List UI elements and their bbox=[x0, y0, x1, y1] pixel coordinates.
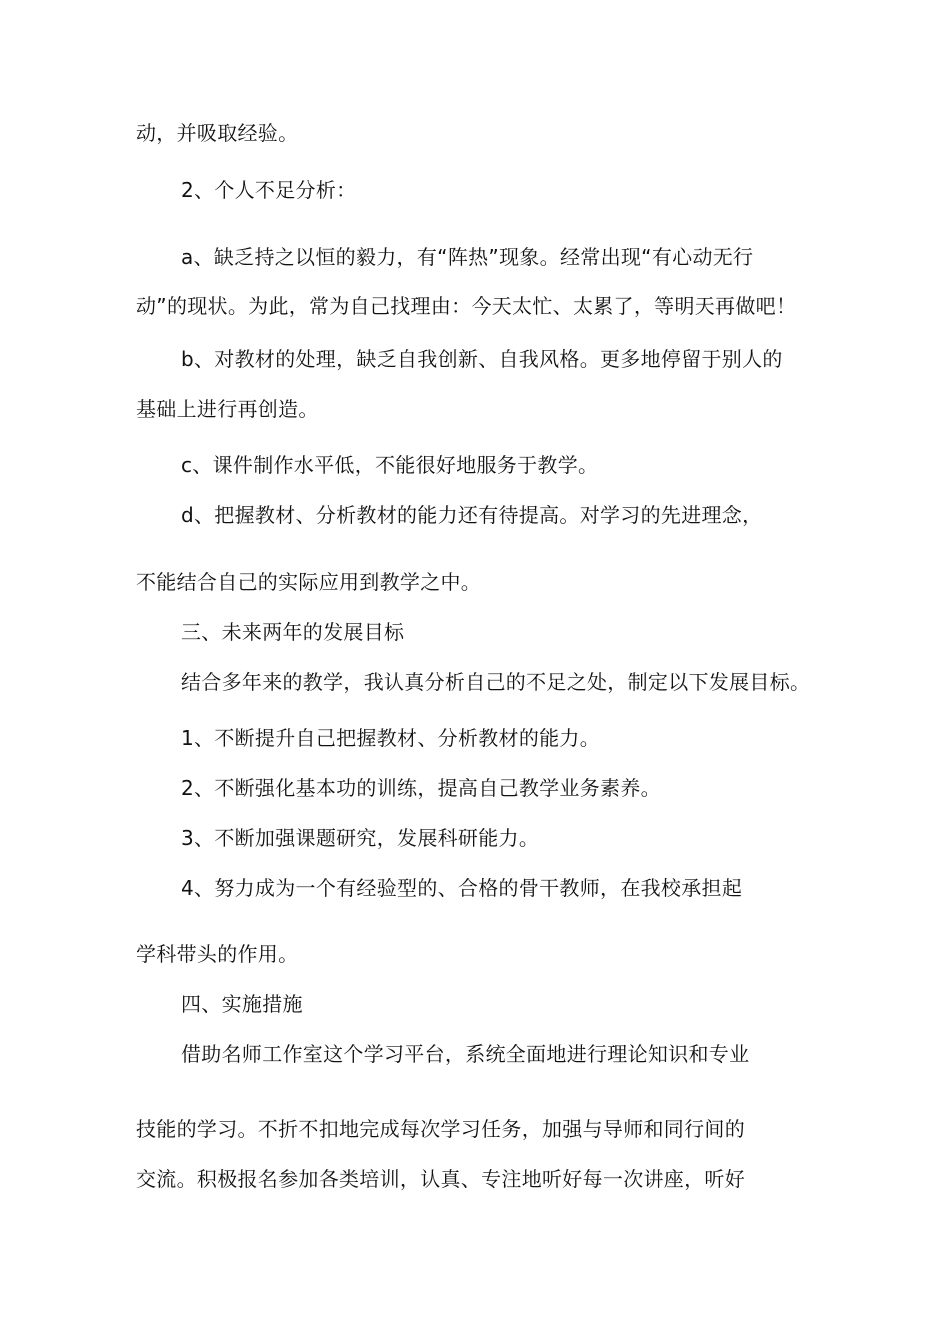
text-line: 学科带头的作用。 bbox=[136, 942, 299, 966]
text-line: 基础上进行再创造。 bbox=[136, 397, 319, 421]
list-item: 3、不断加强课题研究，发展科研能力。 bbox=[181, 826, 540, 850]
text-line: 借助名师工作室这个学习平台，系统全面地进行理论知识和专业 bbox=[181, 1042, 750, 1066]
text-line: 结合多年来的教学，我认真分析自己的不足之处，制定以下发展目标。 bbox=[181, 670, 811, 694]
list-item: 2、不断强化基本功的训练，提高自己教学业务素养。 bbox=[181, 776, 661, 800]
text-line: 交流。积极报名参加各类培训，认真、专注地听好每一次讲座，听好 bbox=[136, 1167, 745, 1191]
text-line: 动，并吸取经验。 bbox=[136, 121, 299, 145]
section-heading: 三、未来两年的发展目标 bbox=[181, 620, 405, 644]
text-line: d、把握教材、分析教材的能力还有待提高。对学习的先进理念， bbox=[181, 503, 763, 527]
text-line: c、课件制作水平低，不能很好地服务于教学。 bbox=[181, 453, 599, 477]
text-line: 技能的学习。不折不扣地完成每次学习任务，加强与导师和同行间的 bbox=[136, 1117, 745, 1141]
text-line: 不能结合自己的实际应用到教学之中。 bbox=[136, 570, 482, 594]
list-item: 4、努力成为一个有经验型的、合格的骨干教师，在我校承担起 bbox=[181, 876, 743, 900]
text-line: 动”的现状。为此，常为自己找理由：今天太忙、太累了，等明天再做吧！ bbox=[136, 294, 797, 318]
list-item: 1、不断提升自己把握教材、分析教材的能力。 bbox=[181, 726, 601, 750]
section-heading: 四、实施措施 bbox=[181, 992, 303, 1016]
text-line: b、对教材的处理，缺乏自我创新、自我风格。更多地停留于别人的 bbox=[181, 347, 783, 371]
text-line: a、缺乏持之以恒的毅力，有“阵热”现象。经常出现“有心动无行 bbox=[181, 245, 754, 269]
text-line: 2、个人不足分析： bbox=[181, 178, 357, 202]
